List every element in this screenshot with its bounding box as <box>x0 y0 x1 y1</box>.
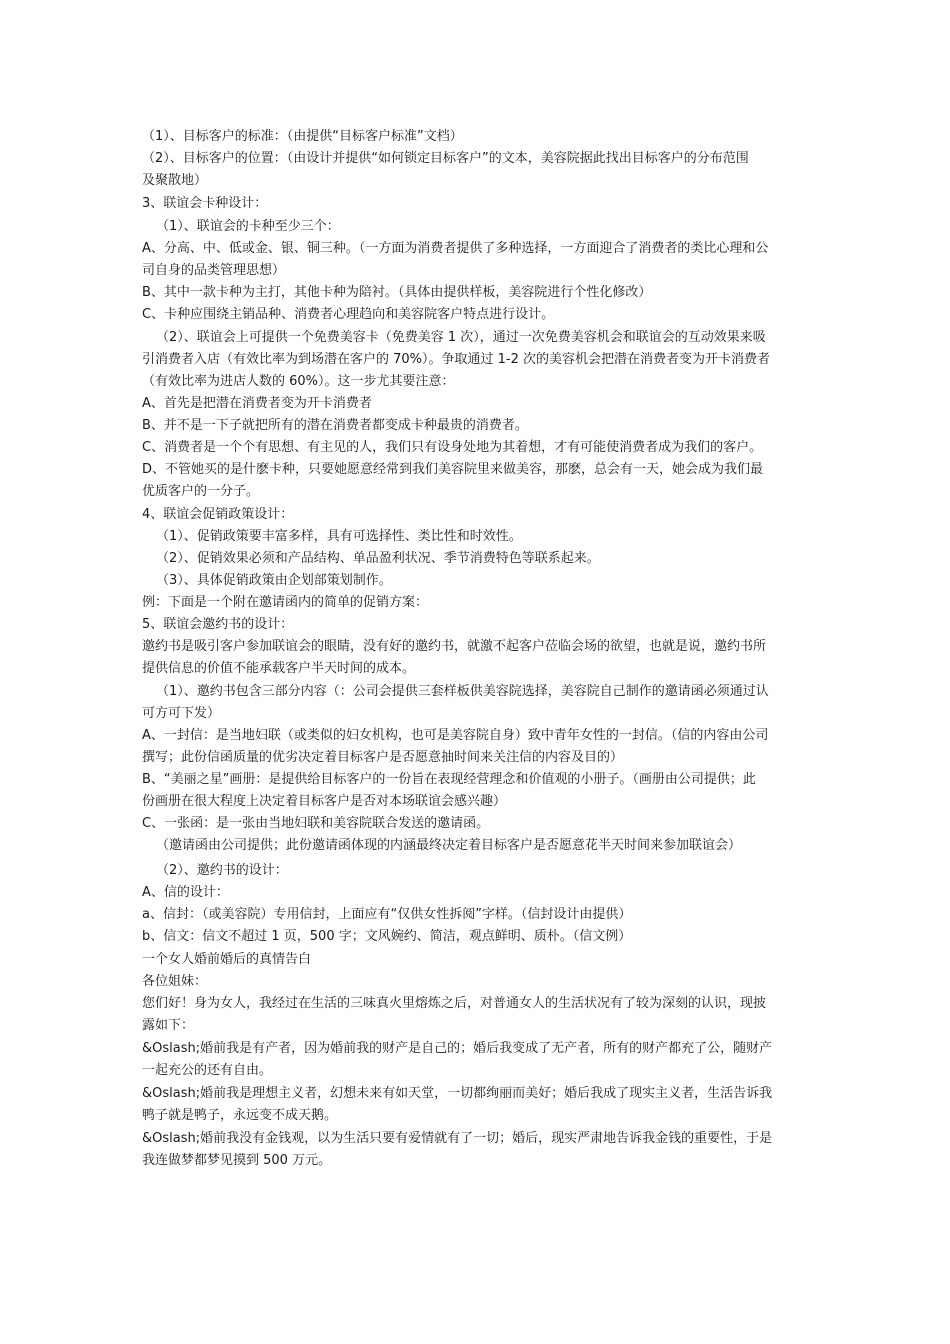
text-line: a、信封：（或美容院）专用信封，上面应有“仅供女性拆阅”字样。（信封设计由提供） <box>142 907 632 922</box>
text-line: A、信的设计： <box>142 885 229 900</box>
text-line: （1）、目标客户的标准：（由提供“目标客户标准”文档） <box>142 129 463 144</box>
text-line: （2）、促销效果必须和产品结构、单品盈利状况、季节消费特色等联系起来。 <box>156 551 600 566</box>
section-heading: 4、联谊会促销政策设计： <box>142 507 294 522</box>
text-line: &Oslash;婚前我是有产者，因为婚前我的财产是自己的；婚后我变成了无产者，所有的财产都充了公，随财产 <box>142 1041 773 1056</box>
text-line: （有效比率为进店人数的 60%）。这一步尤其要注意： <box>142 374 455 389</box>
text-line: &Oslash;婚前我没有金钱观，以为生活只要有爱情就有了一切；婚后，现实严肃地告诉我金钱的重要性，于是 <box>142 1131 773 1146</box>
text-line: 例：下面是一个附在邀请函内的简单的促销方案： <box>142 595 429 610</box>
text-line: B、并不是一下子就把所有的潜在消费者都变成卡种最贵的消费者。 <box>142 418 528 433</box>
text-line: 一起充公的还有自由。 <box>142 1063 273 1078</box>
text-line: 鸭子就是鸭子，永远变不成天鹅。 <box>142 1108 338 1123</box>
text-line: A、首先是把潜在消费者变为开卡消费者 <box>142 396 372 411</box>
text-line: B、“美丽之星”画册：是提供给目标客户的一份旨在表现经营理念和价值观的小册子。（画册由公司提供；此 <box>142 772 756 787</box>
text-line: （1）、邀约书包含三部分内容（：公司会提供三套样板供美容院选择，美容院自己制作的邀请函必须通过认 <box>156 684 769 699</box>
text-line: 邀约书是吸引客户参加联谊会的眼睛，没有好的邀约书，就激不起客户莅临会场的欲望，也就是说，邀约书所 <box>142 639 767 654</box>
text-line: b、信文：信文不超过 1 页，500 字；文风婉约、简洁，观点鲜明、质朴。（信文例） <box>142 929 632 944</box>
text-line: （2）、目标客户的位置：（由设计并提供“如何锁定目标客户”的文本，美容院据此找出目标客户的分布范围 <box>142 151 749 166</box>
text-line: 撰写；此份信函质量的优劣决定着目标客户是否愿意抽时间来关注信的内容及目的） <box>142 750 624 765</box>
text-line: 份画册在很大程度上决定着目标客户是否对本场联谊会感兴趣） <box>142 794 507 809</box>
text-line: （2）、联谊会上可提供一个免费美容卡（免费美容 1 次），通过一次免费美容机会和联谊会的互动效果来吸 <box>156 330 766 345</box>
text-line: C、一张函：是一张由当地妇联和美容院联合发送的邀请函。 <box>142 816 490 831</box>
text-line: （2）、邀约书的设计： <box>156 863 288 878</box>
text-line: （邀请函由公司提供；此份邀请函体现的内涵最终决定着目标客户是否愿意花半天时间来参加联谊会） <box>156 838 742 853</box>
text-line: 及聚散地） <box>142 173 208 188</box>
text-line: 露如下： <box>142 1018 195 1033</box>
text-line: 优质客户的一分子。 <box>142 484 260 499</box>
letter-title: 一个女人婚前婚后的真情告白 <box>142 952 312 967</box>
text-line: C、卡种应围绕主销品种、消费者心理趋向和美容院客户特点进行设计。 <box>142 307 555 322</box>
text-line: D、不管她买的是什麽卡种，只要她愿意经常到我们美容院里来做美容，那麽，总会有一天，她会成为我们最 <box>142 462 764 477</box>
text-line: （1）、联谊会的卡种至少三个： <box>156 219 340 234</box>
text-line: 引消费者入店（有效比率为到场潜在客户的 70%）。争取通过 1-2 次的美容机会把潜在消费者变为开卡消费者 <box>142 352 771 367</box>
text-line: 司自身的品类管理思想） <box>142 263 286 278</box>
text-line: 提供信息的价值不能承载客户半天时间的成本。 <box>142 661 416 676</box>
text-line: B、其中一款卡种为主打，其他卡种为陪衬。（具体由提供样板，美容院进行个性化修改） <box>142 285 652 300</box>
text-line: C、消费者是一个个有思想、有主见的人，我们只有设身处地为其着想，才有可能使消费者成为我们的客户。 <box>142 440 763 455</box>
section-heading: 5、联谊会邀约书的设计： <box>142 617 294 632</box>
text-line: （1）、促销政策要丰富多样，具有可选择性、类比性和时效性。 <box>156 529 522 544</box>
letter-salutation: 各位姐妹： <box>142 974 208 989</box>
text-line: 您们好！身为女人，我经过在生活的三味真火里熔炼之后，对普通女人的生活状况有了较为深刻的认识，现披 <box>142 996 767 1011</box>
text-line: A、分高、中、低或金、银、铜三种。（一方面为消费者提供了多种选择，一方面迎合了消费者的类比心理和公 <box>142 241 769 256</box>
text-line: 我连做梦都梦见摸到 500 万元。 <box>142 1153 332 1168</box>
text-line: 可方可下发） <box>142 706 221 721</box>
text-line: A、一封信：是当地妇联（或类似的妇女机构，也可是美容院自身）致中青年女性的一封信。（信的内容由公司 <box>142 728 769 743</box>
text-line: （3）、具体促销政策由企划部策划制作。 <box>156 573 392 588</box>
document-body <box>142 126 818 1172</box>
text-line: &Oslash;婚前我是理想主义者，幻想未来有如天堂，一切都绚丽而美好；婚后我成了现实主义者，生活告诉我 <box>142 1086 773 1101</box>
section-heading: 3、联谊会卡种设计： <box>142 196 268 211</box>
